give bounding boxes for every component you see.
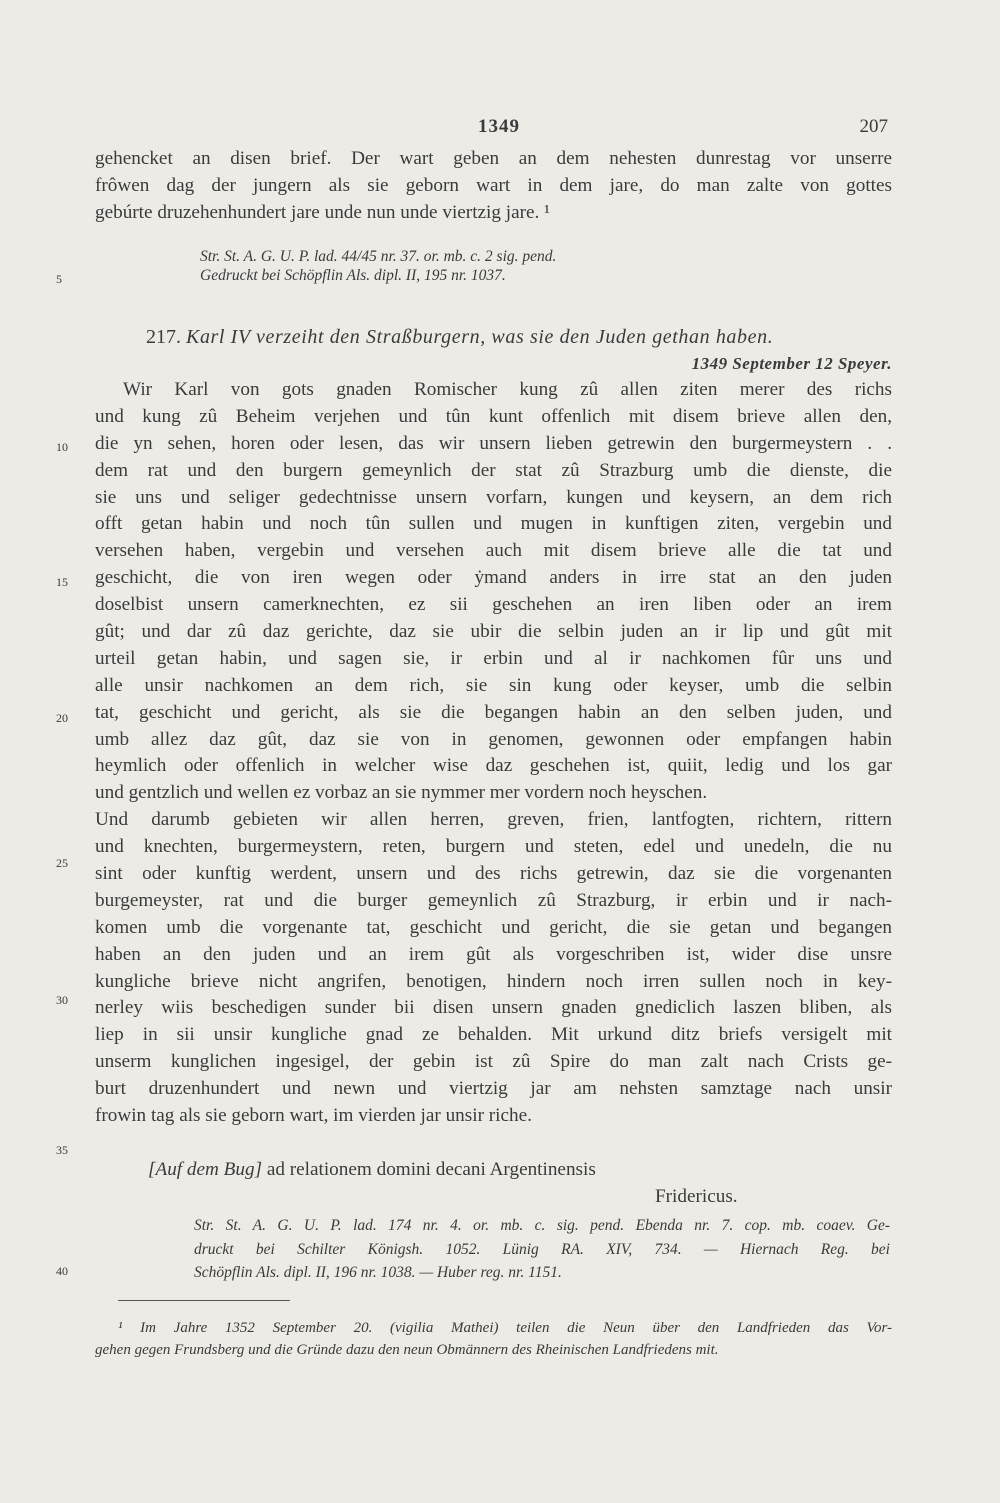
text-line: burgemeyster, rat und die burger gemeynlich zû Strazburg, ir erbin und ir nach- <box>95 889 892 911</box>
line-number: 40 <box>56 1264 68 1278</box>
text-line: und gentzlich und wellen ez vorbaz an sie nymmer mer vordern noch heyschen. <box>95 782 708 804</box>
text-line: offt getan habin und noch tûn sullen und mugen in kunftigen ziten, vergebin und <box>95 513 892 535</box>
running-head-year: 1349 <box>478 116 520 137</box>
text-line: versehen haben, vergebin und versehen auch mit disem brieve alle die tat und <box>95 540 892 562</box>
text-line: frowin tag als sie geborn wart, im vierden jar unsir riche. <box>95 1105 532 1127</box>
source-note: druckt bei Schilter Königsh. 1052. Lünig RA. XIV, 734. — Hiernach Reg. bei <box>194 1241 890 1258</box>
endorsement-note: [Auf dem Bug] <box>148 1159 263 1180</box>
text-line: urteil getan habin, und sagen sie, ir erbin und al ir nachkomen fûr uns und <box>95 647 892 669</box>
text-line: gebúrte druzehenhundert jare unde nun unde viertzig jare. ¹ <box>95 201 550 223</box>
intro-text <box>95 146 892 227</box>
source-note: Gedruckt bei Schöpflin Als. dipl. II, 195 nr. 1037. <box>200 267 506 284</box>
footnote-line: ¹ Im Jahre 1352 September 20. (vigilia Mathei) teilen die Neun über den Landfrieden das Vor- <box>118 1320 892 1336</box>
source-note: Str. St. A. G. U. P. lad. 44/45 nr. 37. or. mb. c. 2 sig. pend. <box>200 248 557 265</box>
text-line: burt druzenhundert und newn und viertzig jar am nehsten samztage nach unsir <box>95 1078 892 1100</box>
text-line: und knechten, burgermeystern, reten, burgern und steten, edel und unedeln, die nu <box>95 836 892 858</box>
text-line: gût; und dar zû daz gerichte, daz sie ubir die selbin juden an ir lip und gût mit <box>95 621 892 643</box>
text-line: dem rat und den burgern gemeynlich der stat zû Strazburg umb die dienste, die <box>95 459 892 481</box>
line-number: 5 <box>56 272 62 286</box>
charter-title: Karl IV verzeiht den Straßburgern, was sie den Juden gethan haben. <box>186 326 774 348</box>
text-line: haben an den juden und an irem gût als vorgeschriben ist, wider dise unsre <box>95 943 892 965</box>
text-line: nerley wiis beschedigen sunder bii disen unsern gnaden gnediclich laszen bliben, als <box>95 997 892 1019</box>
text-line: die yn sehen, horen oder lesen, das wir unsern lieben getrewin den burgermeystern . . <box>95 432 892 454</box>
endorsement-line <box>148 1159 596 1181</box>
text-line: und kung zû Beheim verjehen und tûn kunt offenlich mit disem brieve allen den, <box>95 405 892 427</box>
charter-number: 217. <box>146 326 181 348</box>
text-line: umb allez daz gût, daz sie von in genomen, gewonnen oder empfangen habin <box>95 728 892 750</box>
text-line: komen umb die vorgenante tat, geschicht und gericht, die sie getan und begangen <box>95 916 892 938</box>
text-line: gehencket an disen brief. Der wart geben an dem nehesten dunrestag vor unserre <box>95 148 892 169</box>
charter-heading <box>146 326 892 349</box>
text-line: unserm kunglichen ingesigel, der gebin ist zû Spire do man zalt nach Crists ge- <box>95 1051 892 1073</box>
source-note: Str. St. A. G. U. P. lad. 174 nr. 4. or. mb. c. sig. pend. Ebenda nr. 7. cop. mb. coaev. Ge- <box>194 1217 890 1234</box>
text-line: sint oder kunftig werdent, unsern und des richs getrewin, daz sie die vorgenanten <box>95 863 892 885</box>
text-line: tat, geschicht und gericht, als sie die begangen habin an den selben juden, und <box>95 701 892 723</box>
page-number: 207 <box>859 116 888 137</box>
footnote-line: gehen gegen Frundsberg und die Gründe dazu den neun Obmännern des Rheinischen Landfriedens mit. <box>95 1342 719 1358</box>
line-number: 35 <box>56 1143 68 1157</box>
source-note: Schöpflin Als. dipl. II, 196 nr. 1038. — Huber reg. nr. 1151. <box>194 1264 562 1281</box>
text-line: Und darumb gebieten wir allen herren, greven, frien, lantfogten, richtern, rittern <box>95 809 892 831</box>
charter-date: 1349 September 12 Speyer. <box>691 354 892 373</box>
charter-body <box>95 377 892 1130</box>
footnote-rule <box>118 1300 290 1301</box>
text-line: liep in sii unsir kungliche gnad ze behalden. Mit urkund ditz briefs versigelt mit <box>95 1024 892 1046</box>
text-line: kungliche brieve nicht angrifen, benotigen, hindern noch irren sullen noch in key- <box>95 970 892 992</box>
text-line: doselbist unsern camerknechten, ez sii geschehen an iren liben oder an irem <box>95 594 892 616</box>
endorsement-signer: Fridericus. <box>655 1186 738 1207</box>
line-number: 25 <box>56 856 68 870</box>
text-line: frôwen dag der jungern als sie geborn wart in dem jare, do man zalte von gottes <box>95 174 892 196</box>
text-line: heymlich oder offenlich in welcher wise daz geschehen ist, quiit, ledig und los gar <box>95 755 892 777</box>
text-line: geschicht, die von iren wegen oder ẏmand anders in irre stat an den juden <box>95 567 892 589</box>
line-number: 30 <box>56 993 68 1007</box>
text-line: Wir Karl von gots gnaden Romischer kung zû allen ziten merer des richs <box>123 379 892 400</box>
endorsement-text: ad relationem domini decani Argentinensis <box>266 1159 596 1180</box>
text-line: sie uns und seliger gedechtnisse unsern vorfarn, kungen und keysern, an dem rich <box>95 486 892 508</box>
text-line: alle unsir nachkomen an dem rich, sie sin kung oder keyser, umb die selbin <box>95 674 892 696</box>
line-number: 15 <box>56 575 68 589</box>
line-number: 20 <box>56 711 68 725</box>
line-number: 10 <box>56 440 68 454</box>
